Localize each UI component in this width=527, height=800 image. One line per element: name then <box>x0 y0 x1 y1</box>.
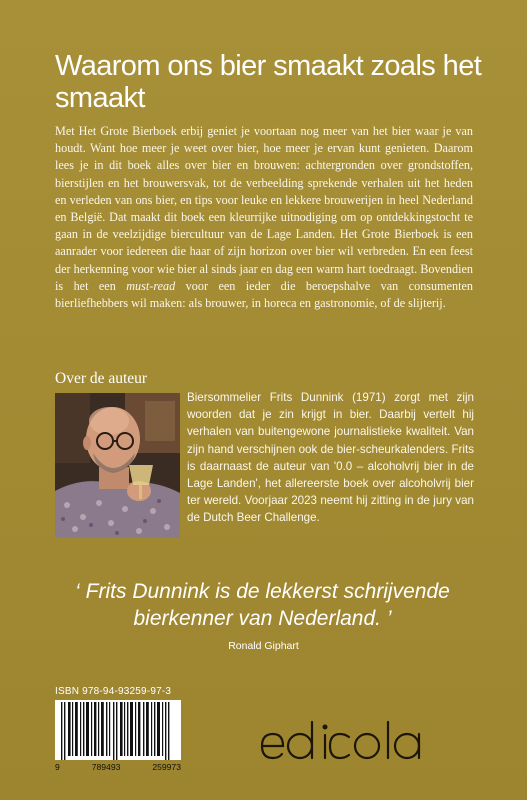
review-quote: ‘ Frits Dunnink is de lekkerst schrijvende bierkenner van Nederland. ’ <box>75 580 450 630</box>
author-bio: Biersommelier Frits Dunnink (1971) zorgt met zijn woorden dat je zin krijgt in bier. Daarbij vertelt hij verhalen van buitengewone journalistieke kwaliteit. Van zijn hand verschijnen ook de bier-scheurkalenders. Frits is daarnaast de auteur van '0.0 – alcoholvrij bier in de Lage Landen', het allereerste boek over alcoholvrij bier ter wereld. Voorjaar 2023 neemt hij zitting in de jury van de Dutch Beer Challenge. <box>187 391 474 525</box>
publisher-logo <box>255 718 455 766</box>
quote-source: Ronald Giphart <box>228 640 299 652</box>
about-author-heading: Over de auteur <box>55 370 148 387</box>
isbn-label: ISBN 978-94-93259-97-3 <box>55 686 172 697</box>
blurb-text-1: Met Het Grote Bierboek erbij geniet je voortaan nog meer van het bier waar je van houdt. Want hoe meer je weet over bier, hoe meer je ervan kunt genieten. Daarom lees je in dit boek alles over bier en brouwen: achtergronden over grondstoffen, bierstijlen en het brouwersvak, tot de verbeelding sprekende verhalen uit het heden en verleden van ons bier, en tips voor leuke en lekkere brouwerijen in heel Nederland en België. Dat maakt dit boek een kleurrijke uitnodiging om op ontdekkingstocht te gaan in de veelzijdige biercultuur van de Lage Landen. Het Grote Bierboek is een aanrader voor iedereen die haar of zijn horizon over bier wil verbreden. En een feest der herkenning voor wie bier al sinds jaar en dag een warm hart toedraagt. Bovendien is het een <box>55 124 473 293</box>
author-photo <box>55 393 180 538</box>
book-title: Waarom ons bier smaakt zoals het smaakt <box>55 50 482 114</box>
blurb-text-2: voor een ieder die beroepshalve van consumenten bierliefhebbers wil maken: als brouwer, in horeca en gastronomie, of de slijterij. <box>55 278 473 311</box>
book-blurb <box>55 123 473 312</box>
barcode <box>55 700 181 760</box>
blurb-emphasis: must-read <box>126 278 176 293</box>
barcode-digit-group: 9 <box>55 762 60 772</box>
barcode-digits <box>55 762 181 772</box>
barcode-digit-group: 259973 <box>152 762 181 772</box>
barcode-digit-group: 789493 <box>91 762 121 772</box>
